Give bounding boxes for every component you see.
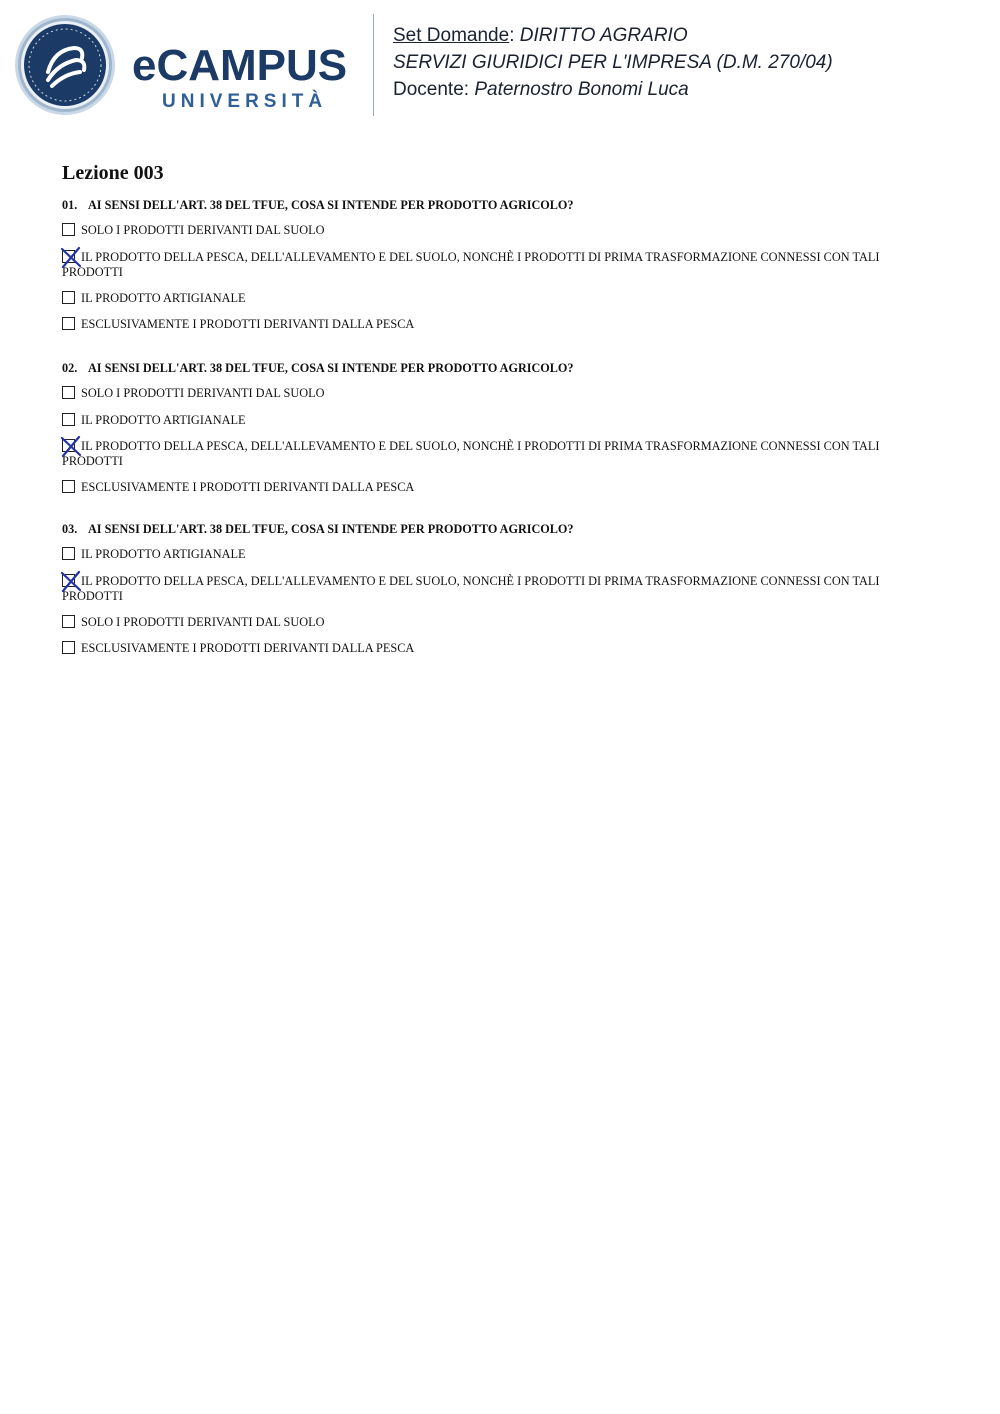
- answer-text: SOLO I PRODOTTI DERIVANTI DAL SUOLO: [81, 386, 325, 400]
- question-number: 02.: [62, 361, 78, 375]
- question-number: 01.: [62, 198, 78, 212]
- answer-option[interactable]: [62, 250, 907, 280]
- checkbox-icon[interactable]: [62, 480, 75, 493]
- answer-option[interactable]: [62, 480, 907, 495]
- logo-word-text: eCAMPUS: [132, 41, 348, 90]
- answer-text: ESCLUSIVAMENTE I PRODOTTI DERIVANTI DALLA PESCA: [81, 641, 415, 655]
- checkbox-checked-icon[interactable]: [62, 439, 75, 452]
- course-name: DIRITTO AGRARIO: [519, 25, 688, 46]
- lesson-title: Lezione 003: [62, 162, 164, 184]
- checkbox-icon[interactable]: [62, 547, 75, 560]
- header-info: [393, 22, 833, 103]
- answer-text: SOLO I PRODOTTI DERIVANTI DAL SUOLO: [81, 615, 325, 629]
- question-3: [62, 522, 912, 655]
- checkbox-icon[interactable]: [62, 413, 75, 426]
- question-text: AI SENSI DELL'ART. 38 DEL TFUE, COSA SI INTENDE PER PRODOTTO AGRICOLO?: [88, 198, 574, 212]
- teacher-label: Docente:: [393, 79, 470, 100]
- logo-sub-text: UNIVERSITÀ: [162, 91, 328, 112]
- teacher-name: Paternostro Bonomi Luca: [474, 79, 689, 100]
- answer-text: ESCLUSIVAMENTE I PRODOTTI DERIVANTI DALLA PESCA: [81, 480, 415, 494]
- answer-text: ESCLUSIVAMENTE I PRODOTTI DERIVANTI DALLA PESCA: [81, 317, 415, 331]
- question-text: AI SENSI DELL'ART. 38 DEL TFUE, COSA SI INTENDE PER PRODOTTO AGRICOLO?: [88, 361, 574, 375]
- checkbox-checked-icon[interactable]: [62, 574, 75, 587]
- question-1: [62, 198, 912, 331]
- answer-text: IL PRODOTTO DELLA PESCA, DELL'ALLEVAMENTO E DEL SUOLO, NONCHÈ I PRODOTTI DI PRIMA TRASFORMAZIONE CONNESSI CON TALI PRODOTTI: [62, 250, 880, 279]
- check-cross-mark-icon: [60, 570, 82, 592]
- question-text: AI SENSI DELL'ART. 38 DEL TFUE, COSA SI INTENDE PER PRODOTTO AGRICOLO?: [88, 522, 574, 536]
- program-name: SERVIZI GIURIDICI PER L'IMPRESA (D.M. 270/04): [393, 52, 833, 73]
- question-title: [62, 361, 912, 376]
- answer-option[interactable]: [62, 413, 907, 428]
- university-seal-logo: [14, 14, 116, 116]
- answer-option[interactable]: [62, 615, 907, 630]
- answer-option[interactable]: [62, 317, 907, 332]
- header-divider: [373, 14, 374, 116]
- set-separator: :: [509, 25, 515, 46]
- answer-text: SOLO I PRODOTTI DERIVANTI DAL SUOLO: [81, 223, 325, 237]
- answer-text: IL PRODOTTO DELLA PESCA, DELL'ALLEVAMENTO E DEL SUOLO, NONCHÈ I PRODOTTI DI PRIMA TRASFORMAZIONE CONNESSI CON TALI PRODOTTI: [62, 439, 880, 468]
- checkbox-icon[interactable]: [62, 641, 75, 654]
- check-cross-mark-icon: [60, 246, 82, 268]
- answer-text: IL PRODOTTO ARTIGIANALE: [81, 547, 246, 561]
- question-title: [62, 198, 912, 213]
- answer-text: IL PRODOTTO ARTIGIANALE: [81, 291, 246, 305]
- teacher-line: [393, 76, 833, 103]
- checkbox-icon[interactable]: [62, 386, 75, 399]
- ecampus-wordmark-logo: [132, 40, 357, 114]
- answer-option[interactable]: [62, 386, 907, 401]
- checkbox-icon[interactable]: [62, 223, 75, 236]
- page-header: [0, 0, 1000, 130]
- answer-option[interactable]: [62, 547, 907, 562]
- set-label: Set Domande: [393, 25, 510, 46]
- answer-option[interactable]: [62, 223, 907, 238]
- checkbox-checked-icon[interactable]: [62, 250, 75, 263]
- question-title: [62, 522, 912, 537]
- answer-text: IL PRODOTTO ARTIGIANALE: [81, 413, 246, 427]
- answer-text: IL PRODOTTO DELLA PESCA, DELL'ALLEVAMENTO E DEL SUOLO, NONCHÈ I PRODOTTI DI PRIMA TRASFORMAZIONE CONNESSI CON TALI PRODOTTI: [62, 574, 880, 603]
- checkbox-icon[interactable]: [62, 291, 75, 304]
- answer-option[interactable]: [62, 574, 907, 604]
- question-2: [62, 361, 912, 494]
- checkbox-icon[interactable]: [62, 615, 75, 628]
- answer-option[interactable]: [62, 641, 907, 656]
- set-line: [393, 22, 833, 49]
- question-number: 03.: [62, 522, 78, 536]
- check-cross-mark-icon: [60, 435, 82, 457]
- answer-option[interactable]: [62, 439, 907, 469]
- answer-option[interactable]: [62, 291, 907, 306]
- checkbox-icon[interactable]: [62, 317, 75, 330]
